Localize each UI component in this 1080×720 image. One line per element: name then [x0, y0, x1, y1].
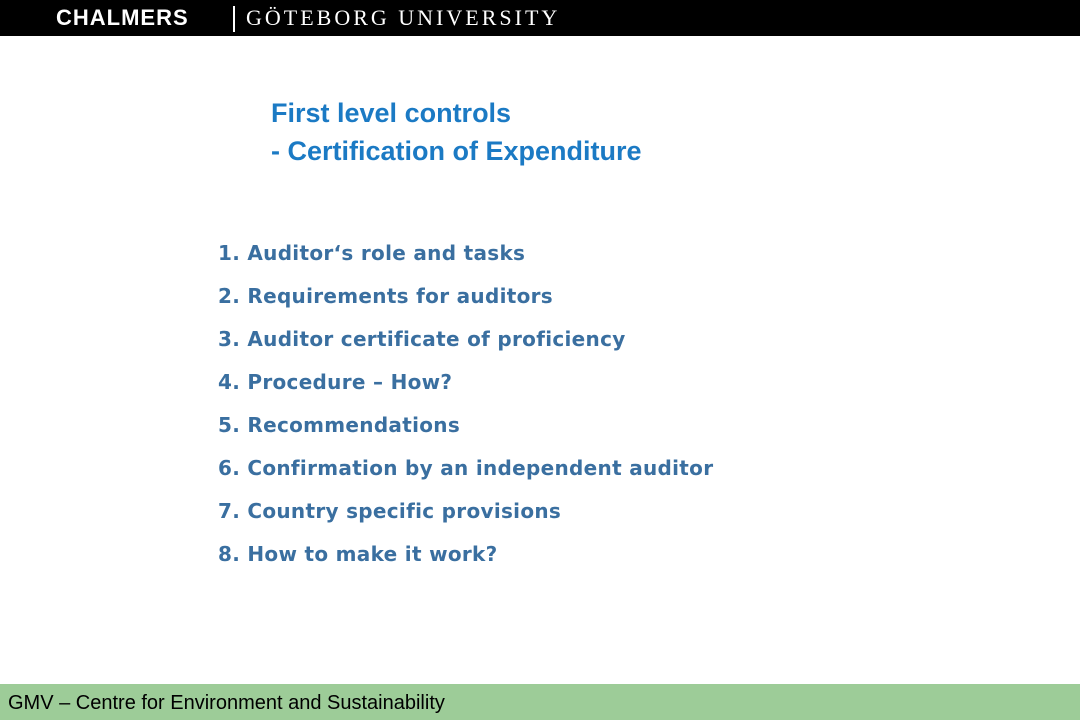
- agenda-item: 1. Auditor‘s role and tasks: [218, 241, 526, 265]
- goteborg-university-logo: GÖTEBORG UNIVERSITY: [246, 5, 561, 30]
- agenda-item: 5. Recommendations: [218, 413, 461, 437]
- footer-bar: [0, 684, 1080, 720]
- slide-title-line-1: First level controls: [271, 98, 512, 128]
- logo-divider: [233, 6, 235, 32]
- footer-text: GMV – Centre for Environment and Sustainability: [8, 692, 445, 714]
- slide-title-line-2: - Certification of Expenditure: [271, 136, 642, 166]
- agenda-item: 2. Requirements for auditors: [218, 284, 553, 308]
- chalmers-logo: CHALMERS: [56, 5, 189, 30]
- agenda-item: 4. Procedure – How?: [218, 370, 453, 394]
- agenda-item: 3. Auditor certificate of proficiency: [218, 327, 626, 351]
- agenda-item: 8. How to make it work?: [218, 542, 498, 566]
- agenda-item: 6. Confirmation by an independent auditor: [218, 456, 714, 480]
- agenda-item: 7. Country specific provisions: [218, 499, 562, 523]
- agenda-list: [218, 232, 713, 576]
- slide-title: [271, 94, 642, 170]
- header-bar: [0, 0, 1080, 36]
